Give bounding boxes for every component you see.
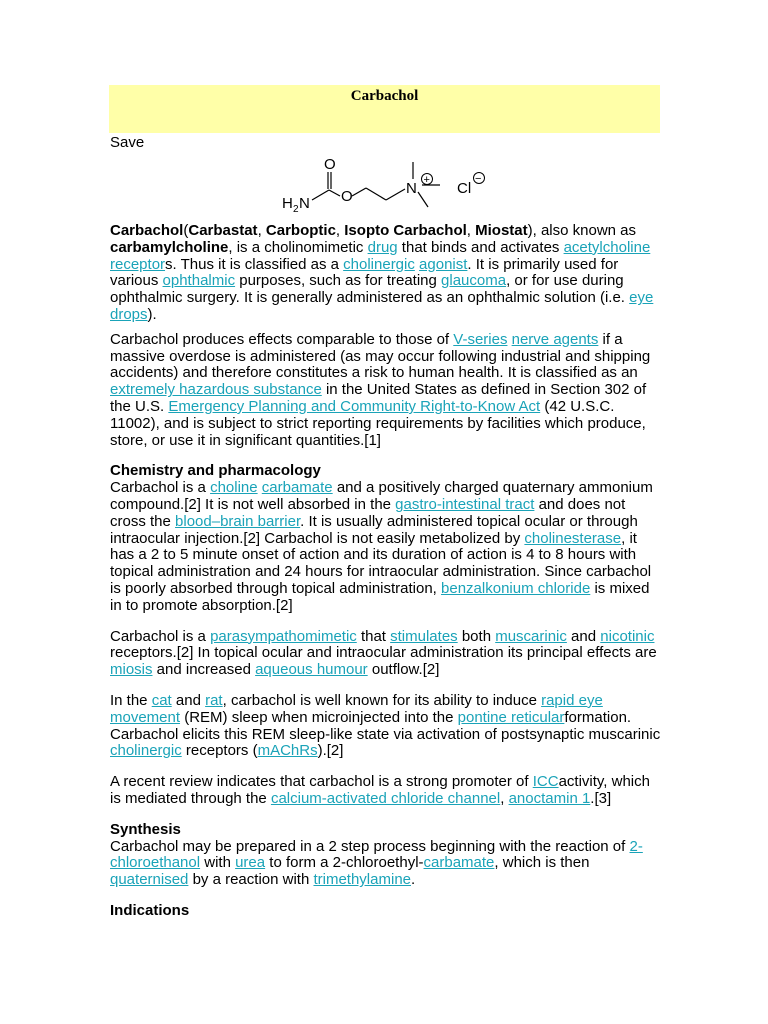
link-cat[interactable]: cat	[151, 691, 172, 709]
link-eye-drops[interactable]: eye drops	[110, 289, 654, 323]
save-link[interactable]: Save	[110, 134, 145, 151]
link-anoctamin-1[interactable]: anoctamin 1	[508, 789, 591, 807]
link-extremely-hazardous-substance[interactable]: extremely hazardous substance	[110, 381, 322, 399]
ammonium-n-label: N	[406, 180, 417, 197]
link-trimethylamine[interactable]: trimethylamine	[313, 871, 411, 889]
amine-n-label: N	[299, 195, 310, 212]
intro-paragraph: Carbachol(Carbastat, Carboptic, Isopto Carbachol, Miostat), also known as carbamylcholine, is a cholinomimetic drug that binds and activates acetylcholine receptors. Thus it is classified as a cholinergic agonist. It is primarily used for various ophthalmic purposes, such as for treating glaucoma, or for use during ophthalmic surgery. It is generally administered as an ophthalmic solution (i.e. eye drops).	[110, 222, 654, 323]
amine-subscript: 2	[293, 204, 299, 215]
link-acetylcholine-receptor[interactable]: acetylcholine receptor	[110, 238, 651, 273]
chemistry-heading: Chemistry and pharmacology	[110, 462, 321, 480]
link-nerve-agents[interactable]: nerve agents	[511, 330, 599, 348]
article-body	[110, 223, 662, 920]
link-aqueous-humour[interactable]: aqueous humour	[255, 661, 368, 679]
link-rapid-eye-movement[interactable]: rapid eye movement	[110, 691, 603, 726]
link-cholinesterase[interactable]: cholinesterase	[524, 529, 622, 547]
link-pontine-reticular[interactable]: pontine reticular	[457, 708, 565, 726]
drug-name: Carbachol	[110, 222, 184, 239]
link-benzalkonium-chloride[interactable]: benzalkonium chloride	[441, 579, 591, 597]
alt-name-miostat: Miostat	[475, 222, 528, 239]
chemistry-paragraph: Carbachol is a choline carbamate and a positively charged quaternary ammonium compound.[2] It is not well absorbed in the gastro-intestinal tract and does not cross the blood–brain barrier. It is usually administered topical ocular or through intraocular injection.[2] Carbachol is not easily metabolized by cholinesterase, it has a 2 to 5 minute onset of action and its duration of action is 4 to 8 hours with topical administration and 24 hours for intraocular administration. Since carbachol is poorly absorbed through topical administration, benzalkonium chloride is mixed in to promote absorption.[2]	[110, 479, 653, 614]
link-urea[interactable]: urea	[235, 854, 266, 872]
icc-paragraph: A recent review indicates that carbachol is a strong promoter of ICCactivity, which is mediated through the calcium-activated chloride channel, anoctamin 1.[3]	[110, 773, 650, 807]
link-muscarinic[interactable]: muscarinic	[495, 627, 567, 645]
link-carbamate[interactable]: carbamate	[261, 479, 333, 497]
oxygen-label: O	[324, 156, 336, 173]
link-glaucoma[interactable]: glaucoma	[441, 272, 507, 290]
alt-name-carboptic: Carboptic	[265, 222, 336, 239]
page-title: Carbachol	[350, 88, 419, 104]
link-parasympathomimetic[interactable]: parasympathomimetic	[210, 627, 357, 645]
carbachol-structure-diagram	[276, 152, 526, 218]
link-cholinergic[interactable]: cholinergic	[343, 255, 415, 273]
alt-name-isopto: Isopto Carbachol	[344, 222, 467, 239]
link-nicotinic[interactable]: nicotinic	[600, 627, 655, 645]
link-cholinergic-2[interactable]: cholinergic	[110, 742, 182, 760]
link-stimulates[interactable]: stimulates	[390, 627, 458, 645]
link-v-series[interactable]: V-series	[453, 330, 508, 348]
synthesis-heading: Synthesis	[110, 820, 181, 838]
link-carbamate-2[interactable]: carbamate	[423, 854, 495, 872]
link-machrs[interactable]: mAChRs	[257, 742, 318, 760]
synthesis-paragraph: Carbachol may be prepared in a 2 step process beginning with the reaction of 2-chloroethanol with urea to form a 2-chloroethyl-carbamate, which is then quaternised by a reaction with trimethylamine.	[110, 837, 643, 889]
link-rat[interactable]: rat	[205, 691, 223, 709]
link-quaternised[interactable]: quaternised	[110, 871, 189, 889]
minus-charge: −	[475, 173, 482, 185]
alt-name-carbastat: Carbastat	[188, 222, 258, 239]
indications-heading: Indications	[110, 901, 190, 919]
toxicity-paragraph: Carbachol produces effects comparable to those of V-series nerve agents if a massive overdose is administered (as may occur following industrial and shipping accidents) and therefore constitutes a risk to human health. It is classified as an extremely hazardous substance in the United States as defined in Section 302 of the U.S. Emergency Planning and Community Right-to-Know Act (42 U.S.C. 11002), and is subject to strict reporting requirements by facilities which produce, store, or use it in significant quantities.[1]	[110, 330, 651, 449]
link-drug[interactable]: drug	[367, 238, 398, 256]
link-gastro-intestinal-tract[interactable]: gastro-intestinal tract	[395, 495, 535, 513]
receptor-paragraph: Carbachol is a parasympathomimetic that stimulates both muscarinic and nicotinic receptors.[2] In topical ocular and intraocular administration its principal effects are miosis and increased aqueous humour outflow.[2]	[110, 627, 657, 679]
link-miosis[interactable]: miosis	[110, 661, 153, 679]
link-agonist[interactable]: agonist	[419, 255, 468, 273]
title-banner	[109, 85, 660, 133]
ester-oxygen-label: O	[341, 188, 353, 205]
link-choline[interactable]: choline	[210, 479, 258, 497]
link-ophthalmic[interactable]: ophthalmic	[162, 272, 236, 290]
link-blood-brain-barrier[interactable]: blood–brain barrier	[175, 512, 301, 530]
link-epcra[interactable]: Emergency Planning and Community Right-to-Know Act	[168, 397, 541, 415]
amine-label: H	[282, 195, 293, 212]
alias-name: carbamylcholine	[110, 238, 229, 256]
plus-charge: +	[423, 174, 430, 186]
rem-sleep-paragraph: In the cat and rat, carbachol is well known for its ability to induce rapid eye movement (REM) sleep when microinjected into the pontine reticularformation. Carbachol elicits this REM sleep-like state via activation of postsynaptic muscarinic cholinergic receptors (mAChRs).[2]	[110, 691, 661, 760]
link-2-chloroethanol[interactable]: 2-chloroethanol	[110, 837, 643, 872]
link-icc[interactable]: ICC	[532, 773, 559, 791]
link-calcium-activated-chloride-channel[interactable]: calcium-activated chloride channel	[270, 789, 501, 807]
chloride-label: Cl	[457, 180, 472, 197]
